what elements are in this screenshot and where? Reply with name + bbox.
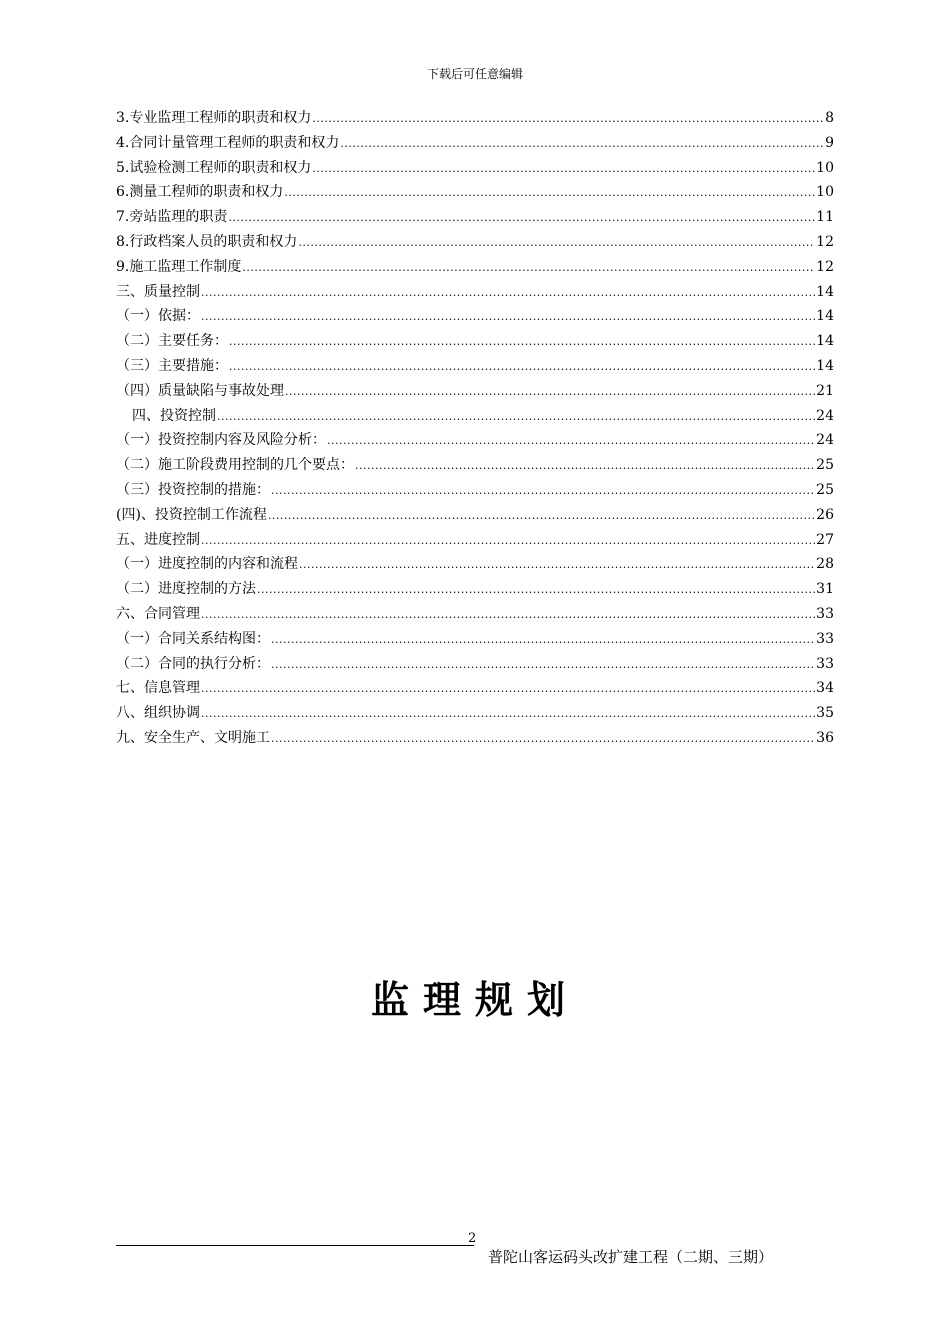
toc-entry[interactable] bbox=[116, 131, 834, 156]
toc-dot-leader bbox=[268, 504, 815, 529]
toc-entry[interactable] bbox=[116, 503, 834, 528]
toc-entry-page: 35 bbox=[816, 705, 834, 722]
toc-entry[interactable] bbox=[116, 428, 834, 453]
toc-entry[interactable] bbox=[116, 180, 834, 205]
toc-entry-label: （二）施工阶段费用控制的几个要点： bbox=[116, 457, 354, 474]
toc-dot-leader bbox=[201, 529, 815, 554]
toc-entry-page: 12 bbox=[816, 258, 834, 275]
toc-entry-page: 14 bbox=[816, 333, 834, 350]
table-of-contents bbox=[116, 106, 834, 751]
page-number: 2 bbox=[468, 1231, 477, 1246]
toc-entry-label: 9.施工监理工作制度 bbox=[116, 258, 242, 275]
toc-entry[interactable] bbox=[116, 280, 834, 305]
toc-entry-label: （一）投资控制内容及风险分析： bbox=[116, 432, 326, 449]
toc-dot-leader bbox=[312, 107, 824, 132]
toc-entry-page: 25 bbox=[816, 481, 834, 498]
toc-entry[interactable] bbox=[116, 627, 834, 652]
toc-entry-label: 四、投资控制 bbox=[132, 407, 216, 424]
toc-entry-page: 14 bbox=[816, 308, 834, 325]
toc-entry-page: 14 bbox=[816, 357, 834, 374]
toc-entry[interactable] bbox=[116, 379, 834, 404]
toc-entry-label: 4.合同计量管理工程师的职责和权力 bbox=[116, 134, 340, 151]
toc-entry-label: 七、信息管理 bbox=[116, 680, 200, 697]
toc-entry-label: 5.试验检测工程师的职责和权力 bbox=[116, 159, 312, 176]
toc-entry-page: 33 bbox=[816, 605, 834, 622]
toc-dot-leader bbox=[355, 454, 815, 479]
toc-entry-page: 9 bbox=[825, 134, 834, 151]
toc-entry[interactable] bbox=[116, 329, 834, 354]
toc-dot-leader bbox=[201, 702, 815, 727]
toc-entry-page: 36 bbox=[816, 729, 834, 746]
toc-entry[interactable] bbox=[116, 652, 834, 677]
toc-entry-label: (四)、投资控制工作流程 bbox=[116, 506, 267, 523]
toc-entry[interactable] bbox=[116, 205, 834, 230]
toc-dot-leader bbox=[271, 628, 815, 653]
toc-dot-leader bbox=[299, 553, 815, 578]
toc-dot-leader bbox=[327, 429, 815, 454]
toc-dot-leader bbox=[201, 305, 815, 330]
toc-entry-label: 五、进度控制 bbox=[116, 531, 200, 548]
toc-entry-page: 10 bbox=[816, 159, 834, 176]
toc-entry[interactable] bbox=[116, 528, 834, 553]
toc-dot-leader bbox=[242, 256, 815, 281]
toc-entry[interactable] bbox=[116, 726, 834, 751]
toc-entry[interactable] bbox=[116, 701, 834, 726]
toc-entry[interactable] bbox=[116, 602, 834, 627]
toc-entry-label: （一）合同关系结构图： bbox=[116, 630, 270, 647]
toc-dot-leader bbox=[285, 380, 815, 405]
toc-entry-page: 10 bbox=[816, 184, 834, 201]
toc-entry[interactable] bbox=[116, 304, 834, 329]
toc-entry-label: （三）主要措施： bbox=[116, 357, 228, 374]
toc-entry[interactable] bbox=[116, 453, 834, 478]
toc-entry-page: 34 bbox=[816, 680, 834, 697]
toc-entry-label: （一）依据： bbox=[116, 308, 200, 325]
toc-entry[interactable] bbox=[116, 577, 834, 602]
toc-entry-label: （二）合同的执行分析： bbox=[116, 655, 270, 672]
toc-entry-label: 三、质量控制 bbox=[116, 283, 200, 300]
toc-entry-label: 八、组织协调 bbox=[116, 705, 200, 722]
toc-dot-leader bbox=[201, 281, 815, 306]
toc-entry[interactable] bbox=[116, 354, 834, 379]
toc-dot-leader bbox=[257, 578, 815, 603]
toc-entry-page: 33 bbox=[816, 655, 834, 672]
toc-dot-leader bbox=[201, 603, 815, 628]
toc-entry-page: 26 bbox=[816, 506, 834, 523]
toc-entry[interactable] bbox=[116, 404, 834, 429]
toc-dot-leader bbox=[271, 653, 815, 678]
footer-project-name: 普陀山客运码头改扩建工程（二期、三期） bbox=[488, 1248, 774, 1266]
footer-rule bbox=[116, 1245, 474, 1246]
toc-dot-leader bbox=[229, 330, 815, 355]
toc-entry-label: （二）进度控制的方法 bbox=[116, 581, 256, 598]
toc-dot-leader bbox=[284, 181, 815, 206]
toc-entry-page: 25 bbox=[816, 457, 834, 474]
toc-entry[interactable] bbox=[116, 552, 834, 577]
toc-entry[interactable] bbox=[116, 478, 834, 503]
toc-dot-leader bbox=[201, 677, 815, 702]
toc-entry-label: 3.专业监理工程师的职责和权力 bbox=[116, 110, 312, 126]
toc-dot-leader bbox=[217, 405, 815, 430]
toc-entry-page: 27 bbox=[816, 531, 834, 548]
toc-entry[interactable] bbox=[116, 676, 834, 701]
toc-dot-leader bbox=[298, 231, 815, 256]
toc-dot-leader bbox=[312, 157, 815, 182]
toc-entry-label: （三）投资控制的措施： bbox=[116, 481, 270, 498]
toc-dot-leader bbox=[271, 479, 815, 504]
toc-entry-label: （二）主要任务： bbox=[116, 333, 228, 350]
toc-entry-page: 12 bbox=[816, 233, 834, 250]
toc-entry-label: 8.行政档案人员的职责和权力 bbox=[116, 233, 298, 250]
toc-dot-leader bbox=[228, 206, 815, 231]
toc-entry-label: 6.测量工程师的职责和权力 bbox=[116, 184, 284, 201]
toc-entry-page: 33 bbox=[816, 630, 834, 647]
toc-entry-label: （四）质量缺陷与事故处理 bbox=[116, 382, 284, 399]
toc-dot-leader bbox=[340, 132, 824, 157]
toc-entry-label: （一）进度控制的内容和流程 bbox=[116, 556, 298, 573]
document-title: 监理规划 bbox=[370, 978, 579, 1022]
toc-entry-page: 24 bbox=[816, 432, 834, 449]
toc-entry-label: 7.旁站监理的职责 bbox=[116, 209, 228, 226]
toc-entry-label: 六、合同管理 bbox=[116, 605, 200, 622]
toc-entry-page: 21 bbox=[816, 382, 834, 399]
toc-entry[interactable] bbox=[116, 230, 834, 255]
toc-entry[interactable] bbox=[116, 106, 834, 131]
toc-entry-page: 31 bbox=[816, 581, 834, 598]
toc-entry[interactable] bbox=[116, 255, 834, 280]
toc-entry-page: 8 bbox=[825, 110, 834, 126]
toc-entry-page: 28 bbox=[816, 556, 834, 573]
toc-dot-leader bbox=[229, 355, 815, 380]
toc-entry[interactable] bbox=[116, 156, 834, 181]
toc-entry-page: 24 bbox=[816, 407, 834, 424]
toc-entry-label: 九、安全生产、文明施工 bbox=[116, 729, 270, 746]
toc-entry-page: 11 bbox=[816, 209, 834, 226]
toc-entry-page: 14 bbox=[816, 283, 834, 300]
page-header: 下载后可任意编辑 bbox=[426, 67, 523, 81]
toc-dot-leader bbox=[271, 727, 815, 752]
